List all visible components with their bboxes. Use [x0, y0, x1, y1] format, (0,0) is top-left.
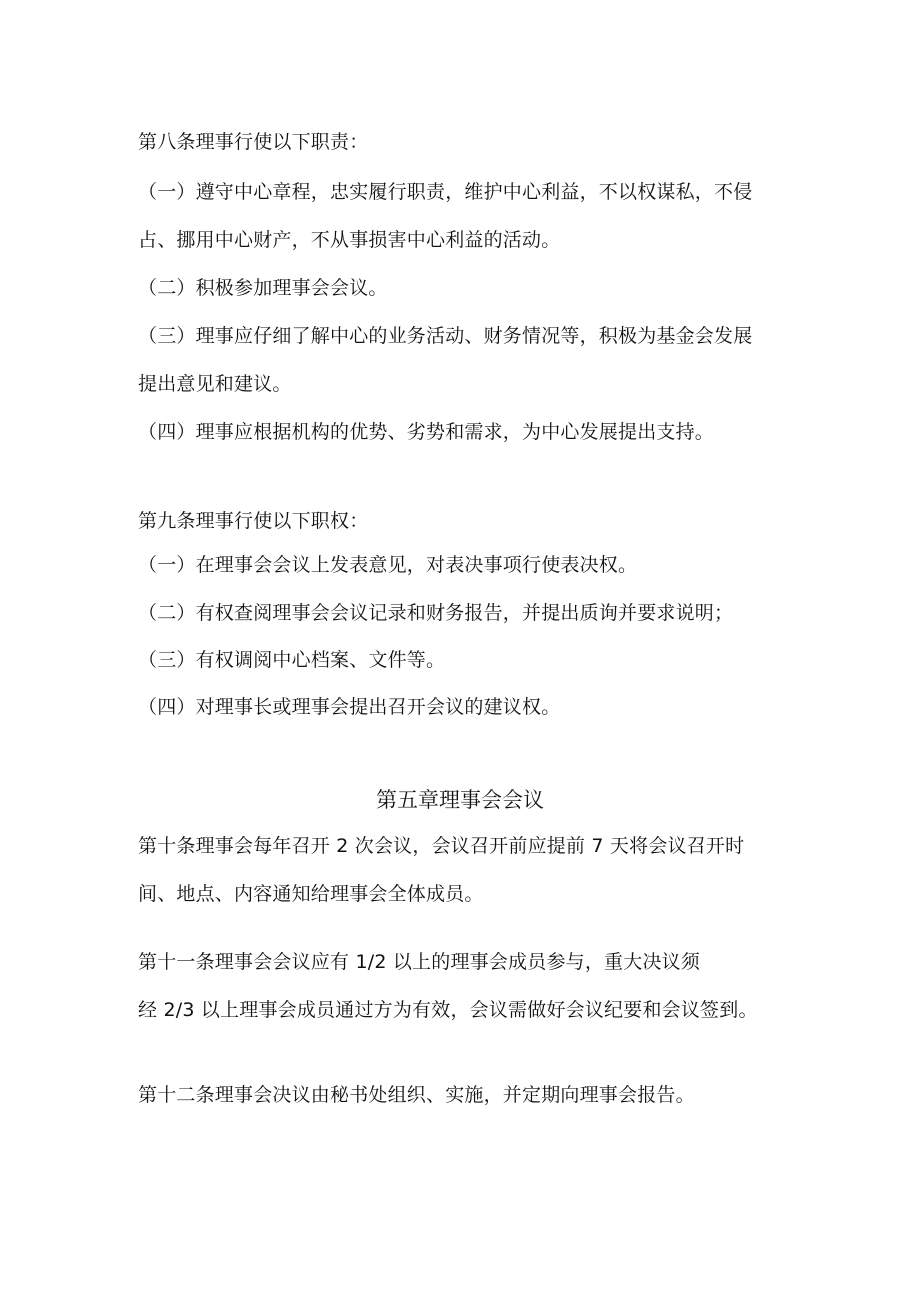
article-9-item-3: （三）有权调阅中心档案、文件等。 [138, 649, 446, 671]
article-10-line-1: 第十条理事会每年召开 2 次会议，会议召开前应提前 7 天将会议召开时 [138, 835, 745, 857]
article-9-heading: 第九条理事行使以下职权： [138, 510, 369, 532]
article-12-line-1: 第十二条理事会决议由秘书处组织、实施，并定期向理事会报告。 [138, 1084, 695, 1106]
article-8-item-3: （三）理事应仔细了解中心的业务活动、财务情况等，积极为基金会发展 [138, 325, 753, 347]
article-8-item-1: （一）遵守中心章程，忠实履行职责，维护中心利益，不以权谋私，不侵 [138, 181, 753, 203]
article-9-item-4: （四）对理事长或理事会提出召开会议的建议权。 [138, 696, 561, 718]
article-9-item-1: （一）在理事会会议上发表意见，对表决事项行使表决权。 [138, 554, 638, 576]
article-8-item-2: （二）积极参加理事会会议。 [138, 277, 388, 299]
article-11-line-1: 第十一条理事会会议应有 1/2 以上的理事会成员参与，重大决议须 [138, 951, 701, 973]
chapter-5-title: 第五章理事会会议 [376, 788, 544, 812]
article-9-item-2: （二）有权查阅理事会会议记录和财务报告，并提出质询并要求说明； [138, 602, 734, 624]
article-10-line-2: 间、地点、内容通知给理事会全体成员。 [138, 883, 484, 905]
article-8-item-1-cont: 占、挪用中心财产，不从事损害中心利益的活动。 [138, 229, 561, 251]
article-8-heading: 第八条理事行使以下职责： [138, 131, 369, 153]
article-11-line-2: 经 2/3 以上理事会成员通过方为有效，会议需做好会议纪要和会议签到。 [138, 999, 758, 1021]
article-8-item-4: （四）理事应根据机构的优势、劣势和需求，为中心发展提出支持。 [138, 421, 715, 443]
article-8-item-3-cont: 提出意见和建议。 [138, 373, 292, 395]
